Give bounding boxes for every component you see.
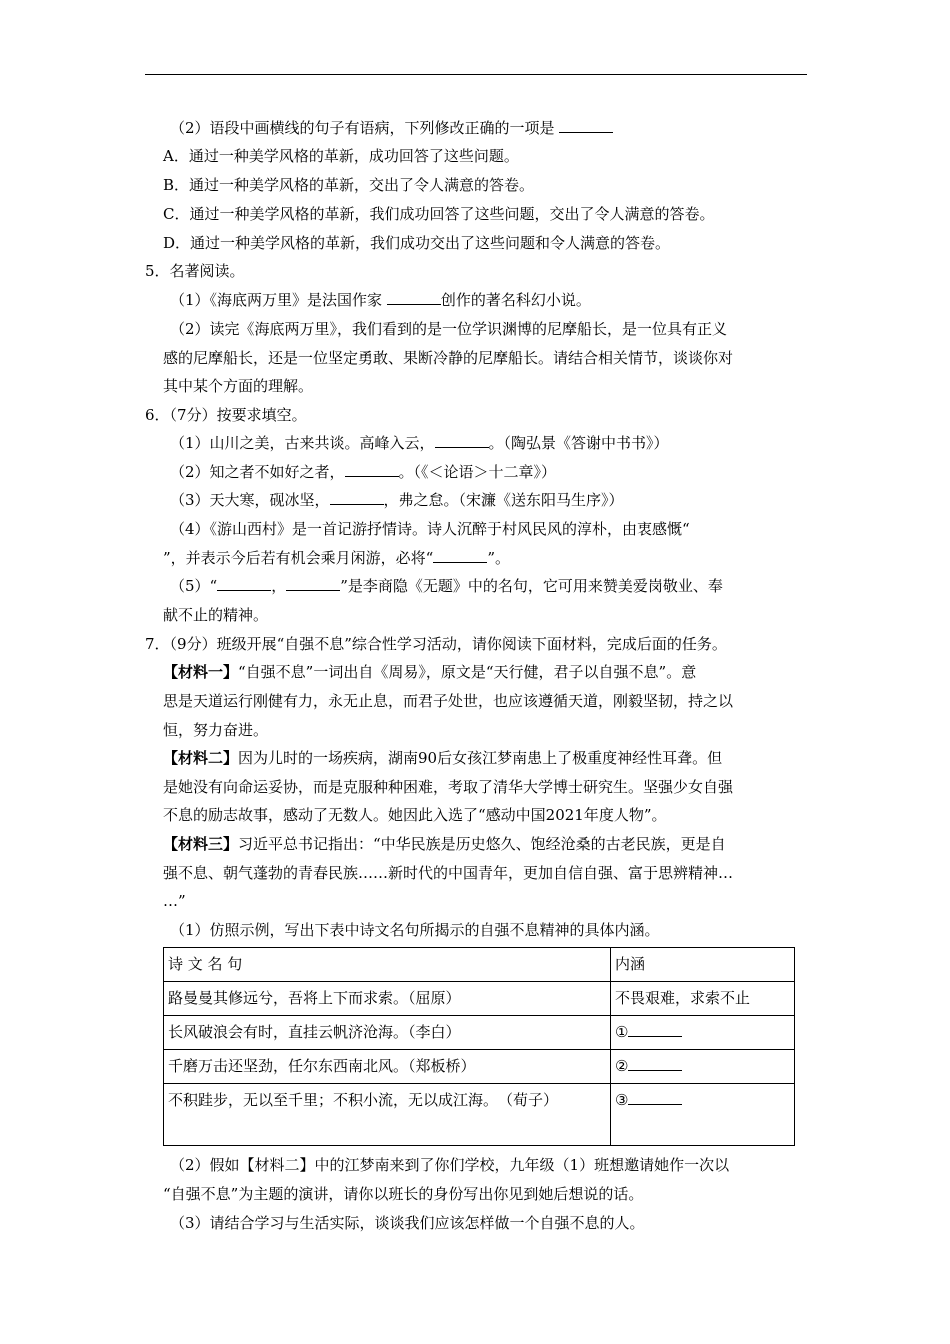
table-row bbox=[164, 1016, 795, 1050]
table-cell-meaning: 不畏艰难，求索不止 bbox=[611, 982, 795, 1016]
table-row bbox=[164, 1084, 795, 1146]
question-5-2-line3: 其中某个方面的理解。 bbox=[163, 377, 314, 395]
material-2-tag: 【材料二】 bbox=[163, 749, 239, 767]
material-1-tag: 【材料一】 bbox=[163, 663, 239, 681]
material-3-line1: 【材料三】习近平总书记指出：“中华民族是历史悠久、饱经沧桑的古老民族，更是自 bbox=[163, 835, 726, 853]
material-1-line3: 恒，努力奋进。 bbox=[163, 721, 269, 739]
question-5-2-line2: 感的尼摩船长，还是一位坚定勇敢、果断冷静的尼摩船长。请结合相关情节，谈谈你对 bbox=[163, 349, 734, 367]
table-cell-blank: ① bbox=[611, 1016, 795, 1050]
question-7-2-line1: （2）假如【材料二】中的江梦南来到了你们学校，九年级（1）班想邀请她作一次以 bbox=[170, 1156, 730, 1174]
material-1-line1: 【材料一】“自强不息”一词出自《周易》，原文是“天行健，君子以自强不息”。意 bbox=[163, 663, 697, 681]
table-cell-blank: ③ bbox=[611, 1084, 795, 1146]
option-c: C．通过一种美学风格的革新，我们成功回答了这些问题，交出了令人满意的答卷。 bbox=[163, 205, 715, 223]
table-cell-poem: 千磨万击还坚劲，任尔东西南北风。（郑板桥） bbox=[164, 1050, 611, 1084]
table-row bbox=[164, 982, 795, 1016]
question-7: 7．（9分）班级开展“自强不息”综合性学习活动，请你阅读下面材料，完成后面的任务。 bbox=[145, 635, 727, 653]
material-2-line3: 不息的励志故事，感动了无数人。她因此入选了“感动中国2021年度人物”。 bbox=[163, 806, 667, 824]
header-rule bbox=[145, 74, 807, 75]
question-4-2: （2）语段中画横线的句子有语病，下列修改正确的一项是 bbox=[170, 118, 613, 138]
poem-table bbox=[163, 947, 795, 1146]
material-1-line2: 思是天道运行刚健有力，永无止息，而君子处世，也应该遵循天道，刚毅坚韧，持之以 bbox=[163, 692, 734, 710]
material-3-tag: 【材料三】 bbox=[163, 835, 239, 853]
table-cell-poem: 不积跬步，无以至千里；不积小流，无以成江海。 （荀子） bbox=[164, 1084, 611, 1146]
question-6-1: （1）山川之美，古来共谈。高峰入云， 。（陶弘景《答谢中书书》） bbox=[170, 434, 669, 452]
question-6-4-line2: ”，并表示今后若有机会乘月闲游，必将“ ”。 bbox=[163, 549, 511, 567]
option-d: D．通过一种美学风格的革新，我们成功交出了这些问题和令人满意的答卷。 bbox=[163, 234, 671, 252]
question-6-5-line1: （5）“ ， ”是李商隐《无题》中的名句，它可用来赞美爱岗敬业、奉 bbox=[170, 577, 723, 595]
option-a: A．通过一种美学风格的革新，成功回答了这些问题。 bbox=[163, 147, 519, 165]
table-header-row bbox=[164, 948, 795, 982]
question-7-3: （3）请结合学习与生活实际，谈谈我们应该怎样做一个自强不息的人。 bbox=[170, 1214, 645, 1232]
table-cell-poem: 长风破浪会有时，直挂云帆济沧海。（李白） bbox=[164, 1016, 611, 1050]
material-3-line3: …” bbox=[163, 892, 186, 910]
question-7-1: （1）仿照示例，写出下表中诗文名句所揭示的自强不息精神的具体内涵。 bbox=[170, 921, 660, 939]
question-5: 5．名著阅读。 bbox=[145, 262, 245, 280]
option-b: B．通过一种美学风格的革新，交出了令人满意的答卷。 bbox=[163, 176, 535, 194]
question-6: 6．（7分）按要求填空。 bbox=[145, 406, 307, 424]
table-header-poem: 诗 文 名 句 bbox=[164, 948, 611, 982]
material-3-line2: 强不息、朝气蓬勃的青春民族……新时代的中国青年，更加自信自强、富于思辨精神… bbox=[163, 864, 734, 882]
question-7-2-line2: “自强不息”为主题的演讲，请你以班长的身份写出你见到她后想说的话。 bbox=[163, 1185, 644, 1203]
table-cell-poem: 路曼曼其修远兮，吾将上下而求索。（屈原） bbox=[164, 982, 611, 1016]
question-6-4-line1: （4）《游山西村》是一首记游抒情诗。诗人沉醉于村风民风的淳朴，由衷感慨“ bbox=[170, 520, 690, 538]
table-header-meaning: 内涵 bbox=[611, 948, 795, 982]
question-5-1: （1）《海底两万里》是法国作家 创作的著名科幻小说。 bbox=[170, 291, 591, 309]
table-cell-blank: ② bbox=[611, 1050, 795, 1084]
question-6-5-line2: 献不止的精神。 bbox=[163, 606, 269, 624]
question-6-2: （2）知之者不如好之者， 。（《＜论语＞十二章》） bbox=[170, 463, 557, 481]
table-row bbox=[164, 1050, 795, 1084]
material-2-line2: 是她没有向命运妥协，而是克服种种困难，考取了清华大学博士研究生。坚强少女自强 bbox=[163, 778, 734, 796]
question-6-3: （3）天大寒，砚冰坚， ，弗之怠。（宋濂《送东阳马生序》） bbox=[170, 491, 624, 509]
material-2-line1: 【材料二】因为儿时的一场疾病，湖南90后女孩江梦南患上了极重度神经性耳聋。但 bbox=[163, 749, 723, 767]
question-5-2-line1: （2）读完《海底两万里》，我们看到的是一位学识渊博的尼摩船长，是一位具有正义 bbox=[170, 320, 728, 338]
